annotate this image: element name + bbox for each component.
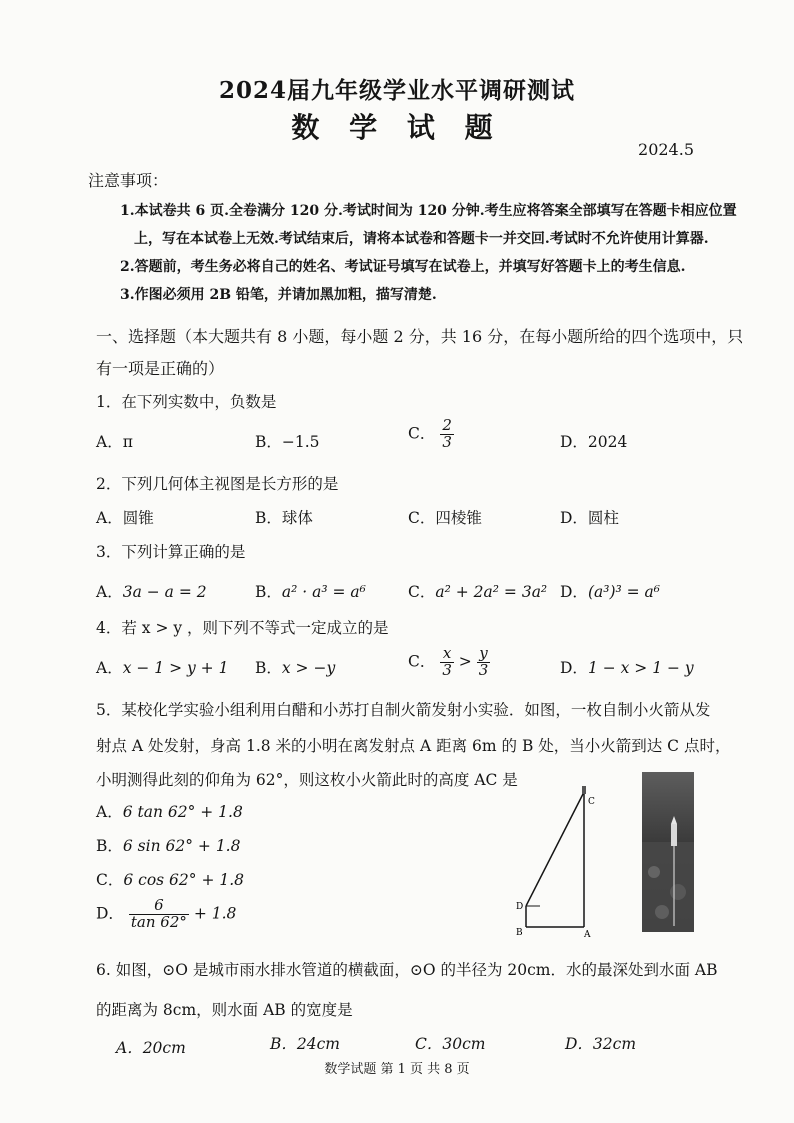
q5-d-label: D． [96, 904, 124, 923]
q1-option-c [408, 418, 454, 451]
q4-a-label: A． [96, 659, 123, 677]
q5-c-label: C． [96, 871, 124, 889]
q5-b-label: B． [96, 837, 123, 855]
page-footer: 数学试题 第 1 页 共 8 页 [324, 1062, 470, 1077]
q3-option-a [96, 580, 207, 602]
label-d: D [516, 902, 524, 912]
q4-c-den1: 3 [442, 660, 452, 679]
q4-c-num1: x [440, 646, 454, 663]
notice-item-3: 3.作图必须用 2B 铅笔，并请加黑加粗，描写清楚. [120, 287, 437, 303]
notice-item-1-cont: 上，写在本试卷上无效.考试结束后，请将本试卷和答题卡一并交回.考试时不允许使用计算器. [134, 231, 709, 247]
q5-option-d [96, 898, 236, 931]
q3-c-expr: a² + 2a² = 3a² [435, 583, 548, 601]
q3-d-label: D． [560, 583, 588, 601]
question-3-stem: 3．下列计算正确的是 [96, 543, 246, 561]
notice-heading: 注意事项： [88, 171, 169, 190]
q2-option-a: A．圆锥 [96, 509, 154, 527]
notice-item-1: 1.本试卷共 6 页.全卷满分 120 分.考试时间为 120 分钟.考生应将答案全部填写在答题卡相应位置 [120, 203, 737, 219]
q3-option-b [255, 580, 366, 602]
label-a: A [584, 930, 591, 940]
q4-c-den2: 3 [478, 660, 489, 679]
section-heading: 一、选择题（本大题共有 8 小题，每小题 2 分，共 16 分，在每小题所给的四个选项中，只 [96, 327, 744, 346]
q4-d-label: D． [560, 659, 588, 677]
q4-option-a [96, 656, 228, 678]
q4-a-expr: x − 1 > y + 1 [122, 659, 229, 677]
q4-c-label: C． [408, 652, 436, 671]
label-b: B [516, 928, 523, 938]
q2-option-d: D．圆柱 [560, 509, 619, 527]
exam-date: 2024.5 [638, 140, 694, 159]
question-5-stem-1: 5．某校化学实验小组利用白醋和小苏打自制火箭发射小实验．如图，一枚自制小火箭从发 [96, 701, 711, 719]
q6-option-b: B．24cm [270, 1035, 340, 1053]
q4-d-expr: 1 − x > 1 − y [587, 659, 694, 677]
q3-option-c [408, 580, 547, 602]
q5-option-c [96, 868, 244, 890]
q6-option-c: C．30cm [415, 1035, 486, 1053]
rocket-photo [642, 772, 694, 932]
q1-option-c-fraction [440, 418, 454, 451]
q3-option-d [560, 580, 660, 602]
q1-option-d: D．2024 [560, 433, 628, 451]
q6-option-a: A．20cm [116, 1039, 186, 1057]
subject-title: 数 学 试 题 [291, 111, 503, 144]
q5-d-fraction [129, 898, 189, 931]
q3-b-label: B． [255, 583, 282, 601]
q4-c-fraction-2 [477, 646, 491, 679]
q5-d-denominator: tan 62° [130, 912, 187, 931]
q4-option-d [560, 656, 694, 678]
q5-d-tail: + 1.8 [193, 904, 237, 923]
question-1-stem: 1．在下列实数中，负数是 [96, 393, 277, 411]
q2-option-b: B．球体 [255, 509, 313, 527]
q5-a-label: A． [96, 803, 123, 821]
notice-item-2: 2.答题前，考生务必将自己的姓名、考试证号填写在试卷上，并填写好答题卡上的考生信息. [120, 259, 686, 275]
q1-c-denominator: 3 [442, 432, 452, 451]
label-c: C [588, 797, 595, 807]
exam-title: 2024届九年级学业水平调研测试 [218, 77, 575, 104]
q3-c-label: C． [408, 583, 436, 601]
q3-b-expr: a² · a³ = a⁶ [281, 583, 366, 601]
question-5-stem-2: 射点 A 处发射，身高 1.8 米的小明在离发射点 A 距离 6m 的 B 处，当小火箭到达 C 点时， [96, 737, 731, 755]
question-6-stem-1: 6. 如图，⊙O 是城市雨水排水管道的横截面，⊙O 的半径为 20cm．水的最深处到水面 AB [96, 961, 718, 979]
q1-option-a: A．π [96, 433, 133, 451]
q5-c-expr: 6 cos 62° + 1.8 [123, 871, 245, 889]
section-heading-cont: 有一项是正确的） [96, 359, 225, 378]
q4-option-b [255, 656, 335, 678]
q4-c-gt: > [458, 652, 472, 671]
rocket-body-icon [671, 824, 677, 846]
question-4-stem: 4．若 x > y ，则下列不等式一定成立的是 [96, 619, 389, 637]
q1-option-c-label: C． [408, 424, 436, 443]
q5-a-expr: 6 tan 62° + 1.8 [122, 803, 243, 821]
q4-b-label: B． [255, 659, 282, 677]
q4-c-fraction-1 [440, 646, 454, 679]
q3-d-expr: (a³)³ = a⁶ [587, 583, 660, 601]
rocket-icon [582, 786, 586, 794]
q1-c-numerator: 2 [442, 416, 452, 434]
question-5-stem-3: 小明测得此刻的仰角为 62°，则这枚小火箭此时的高度 AC 是 [96, 771, 518, 789]
q4-c-num2: y [477, 646, 491, 663]
q2-option-c: C．四棱锥 [408, 509, 482, 527]
q3-a-label: A． [96, 583, 123, 601]
q5-d-numerator: 6 [129, 898, 189, 915]
question-6-stem-2: 的距离为 8cm，则水面 AB 的宽度是 [96, 1001, 353, 1019]
question-2-stem: 2．下列几何体主视图是长方形的是 [96, 475, 339, 493]
q5-b-expr: 6 sin 62° + 1.8 [122, 837, 241, 855]
q1-option-b: B．−1.5 [255, 433, 320, 451]
rocket-triangle-diagram [510, 782, 610, 940]
q6-option-d: D．32cm [565, 1035, 637, 1053]
q4-option-c [408, 646, 490, 679]
q5-option-b [96, 834, 240, 856]
q5-option-a [96, 800, 243, 822]
q4-b-expr: x > −y [281, 659, 336, 677]
line-dc [526, 792, 584, 906]
q3-a-expr: 3a − a = 2 [122, 583, 207, 601]
